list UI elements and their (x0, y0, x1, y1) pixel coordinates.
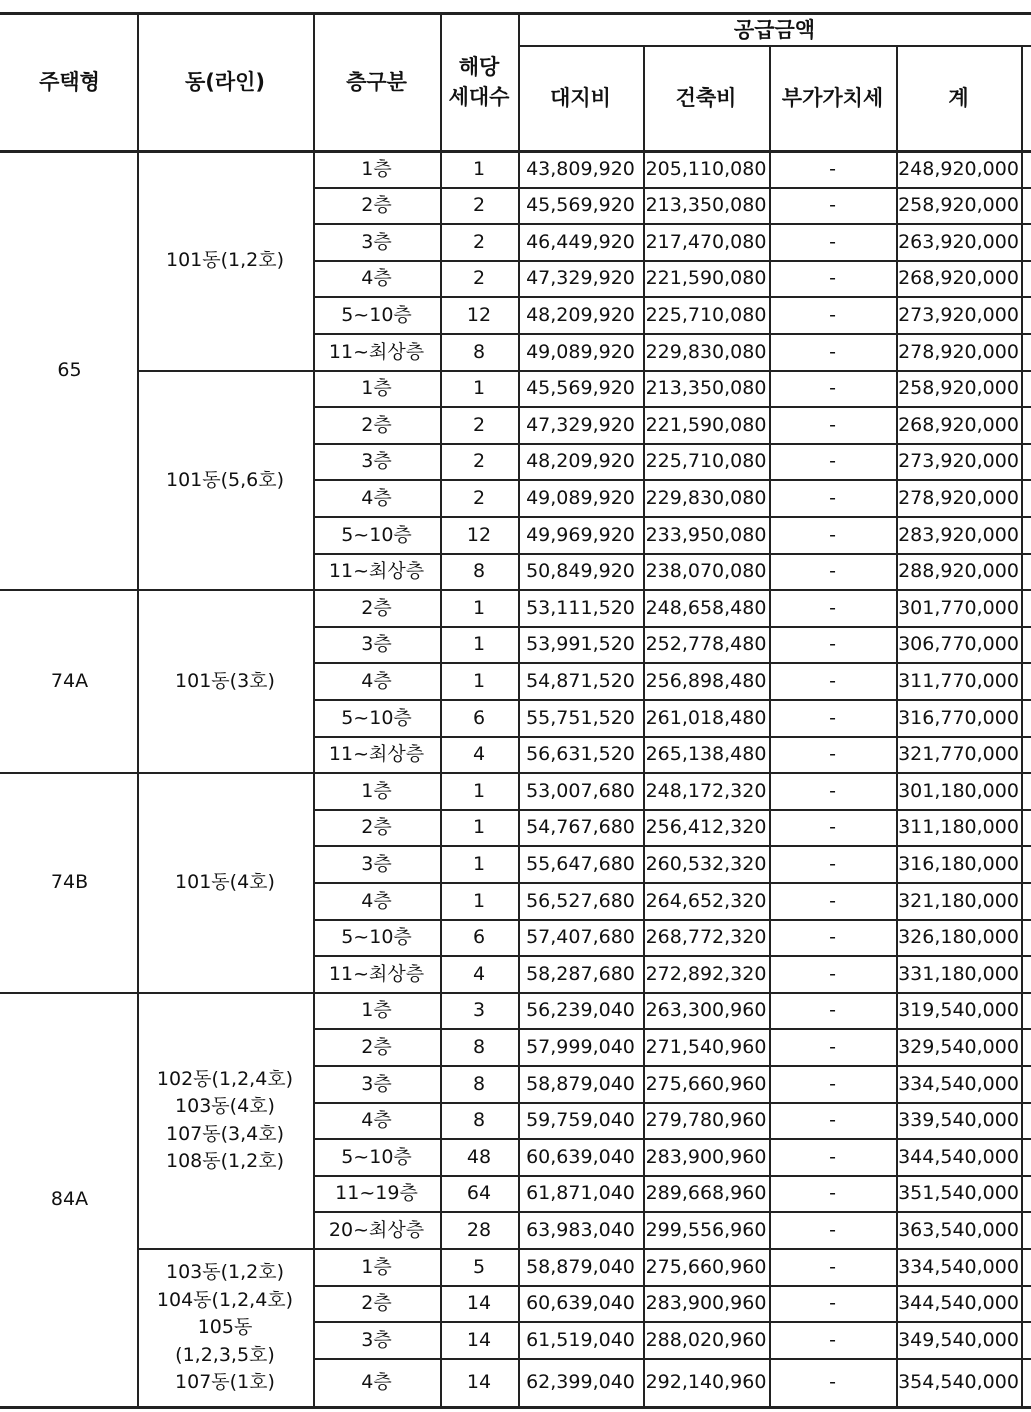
land-cost-cell: 62,399,040 (526, 1371, 635, 1394)
total-cell: 288,920,000 (898, 560, 1019, 583)
grid-line (518, 45, 1031, 47)
households-cell: 2 (472, 486, 486, 509)
floor-cell: 4층 (361, 889, 392, 912)
households-cell: 8 (472, 340, 486, 363)
land-cost-cell: 55,751,520 (526, 706, 635, 729)
grid-line (0, 992, 1031, 994)
total-cell: 258,920,000 (898, 194, 1019, 217)
total-cell: 306,770,000 (898, 633, 1019, 656)
total-cell: 273,920,000 (898, 450, 1019, 473)
total-cell: 326,180,000 (898, 926, 1019, 949)
land-cost-cell: 46,449,920 (526, 230, 635, 253)
construction-cost-cell: 233,950,080 (645, 523, 767, 546)
land-cost-cell: 58,287,680 (526, 962, 635, 985)
households-cell: 1 (472, 669, 486, 692)
total-cell: 319,540,000 (898, 999, 1019, 1022)
total-cell: 321,770,000 (898, 743, 1019, 766)
floor-cell: 20~최상층 (328, 1218, 425, 1241)
land-cost-cell: 58,879,040 (526, 1072, 635, 1095)
total-cell: 258,920,000 (898, 377, 1019, 400)
vat-cell: - (829, 1292, 836, 1315)
construction-cost-cell: 288,020,960 (645, 1328, 767, 1351)
vat-cell: - (829, 560, 836, 583)
grid-line (0, 12, 1031, 15)
construction-cost-cell: 221,590,080 (645, 267, 767, 290)
vat-cell: - (829, 486, 836, 509)
floor-cell: 3층 (361, 230, 392, 253)
land-cost-cell: 60,639,040 (526, 1145, 635, 1168)
households-cell: 6 (472, 706, 486, 729)
vat-cell: - (829, 852, 836, 875)
construction-cost-cell: 238,070,080 (645, 560, 767, 583)
land-cost-cell: 63,983,040 (526, 1218, 635, 1241)
total-cell: 301,770,000 (898, 596, 1019, 619)
vat-cell: - (829, 303, 836, 326)
floor-cell: 11~최상층 (328, 743, 425, 766)
housing-type-cell: 74A (50, 669, 89, 692)
total-cell: 354,540,000 (898, 1371, 1019, 1394)
vat-cell: - (829, 230, 836, 253)
total-cell: 329,540,000 (898, 1035, 1019, 1058)
land-cost-cell: 53,007,680 (526, 779, 635, 802)
vat-cell: - (829, 340, 836, 363)
vat-cell: - (829, 743, 836, 766)
vat-cell: - (829, 157, 836, 180)
floor-cell: 5~10층 (341, 706, 412, 729)
vat-cell: - (829, 1182, 836, 1205)
construction-cost-cell: 213,350,080 (645, 377, 767, 400)
total-cell: 278,920,000 (898, 486, 1019, 509)
vat-cell: - (829, 1035, 836, 1058)
floor-cell: 11~최상층 (328, 560, 425, 583)
households-cell: 14 (466, 1371, 492, 1394)
households-cell: 2 (472, 450, 486, 473)
construction-cost-cell: 283,900,960 (645, 1145, 767, 1168)
header-housing-type: 주택형 (39, 69, 100, 94)
floor-cell: 5~10층 (341, 1145, 412, 1168)
header-construction-cost: 건축비 (675, 85, 737, 110)
header-total: 계 (948, 85, 969, 110)
land-cost-cell: 49,089,920 (526, 486, 635, 509)
households-cell: 8 (472, 1035, 486, 1058)
floor-cell: 3층 (361, 1328, 392, 1351)
floor-cell: 4층 (361, 1371, 392, 1394)
floor-cell: 4층 (361, 1109, 392, 1132)
land-cost-cell: 53,111,520 (526, 596, 635, 619)
vat-cell: - (829, 1255, 836, 1278)
households-cell: 14 (466, 1292, 492, 1315)
header-floor-class: 층구분 (346, 69, 407, 94)
vat-cell: - (829, 1328, 836, 1351)
land-cost-cell: 59,759,040 (526, 1109, 635, 1132)
grid-line (643, 45, 645, 1407)
grid-line (0, 150, 1031, 153)
total-cell: 334,540,000 (898, 1255, 1019, 1278)
floor-cell: 11~최상층 (328, 962, 425, 985)
vat-cell: - (829, 413, 836, 436)
construction-cost-cell: 261,018,480 (645, 706, 767, 729)
vat-cell: - (829, 889, 836, 912)
vat-cell: - (829, 1145, 836, 1168)
households-cell: 1 (472, 816, 486, 839)
housing-type-cell: 74B (50, 871, 89, 894)
building-line-cell: 101동(4호) (175, 871, 275, 894)
vat-cell: - (829, 1109, 836, 1132)
households-cell: 2 (472, 267, 486, 290)
land-cost-cell: 58,879,040 (526, 1255, 635, 1278)
land-cost-cell: 56,631,520 (526, 743, 635, 766)
header-supply-amount: 공급금액 (733, 17, 816, 42)
total-cell: 339,540,000 (898, 1109, 1019, 1132)
households-cell: 2 (472, 230, 486, 253)
land-cost-cell: 54,871,520 (526, 669, 635, 692)
construction-cost-cell: 260,532,320 (645, 852, 767, 875)
land-cost-cell: 49,089,920 (526, 340, 635, 363)
total-cell: 344,540,000 (898, 1292, 1019, 1315)
construction-cost-cell: 275,660,960 (645, 1072, 767, 1095)
households-cell: 3 (472, 999, 486, 1022)
total-cell: 316,180,000 (898, 852, 1019, 875)
floor-cell: 5~10층 (341, 926, 412, 949)
floor-cell: 11~19층 (335, 1182, 418, 1205)
vat-cell: - (829, 1072, 836, 1095)
total-cell: 311,770,000 (898, 669, 1019, 692)
land-cost-cell: 61,871,040 (526, 1182, 635, 1205)
building-line-cell: 103동(1,2호) 104동(1,2,4호) 105동 (1,2,3,5호) 107동(1호) (156, 1261, 294, 1394)
total-cell: 351,540,000 (898, 1182, 1019, 1205)
construction-cost-cell: 283,900,960 (645, 1292, 767, 1315)
land-cost-cell: 47,329,920 (526, 267, 635, 290)
land-cost-cell: 56,239,040 (526, 999, 635, 1022)
construction-cost-cell: 292,140,960 (645, 1371, 767, 1394)
land-cost-cell: 50,849,920 (526, 560, 635, 583)
vat-cell: - (829, 706, 836, 729)
vat-cell: - (829, 1218, 836, 1241)
construction-cost-cell: 217,470,080 (645, 230, 767, 253)
building-line-cell: 101동(1,2호) (165, 249, 284, 272)
total-cell: 311,180,000 (898, 816, 1019, 839)
land-cost-cell: 54,767,680 (526, 816, 635, 839)
households-cell: 48 (466, 1145, 492, 1168)
households-cell: 64 (466, 1182, 492, 1205)
floor-cell: 5~10층 (341, 523, 412, 546)
grid-line (0, 1406, 1031, 1409)
land-cost-cell: 53,991,520 (526, 633, 635, 656)
total-cell: 283,920,000 (898, 523, 1019, 546)
construction-cost-cell: 252,778,480 (645, 633, 767, 656)
construction-cost-cell: 213,350,080 (645, 194, 767, 217)
households-cell: 1 (472, 852, 486, 875)
vat-cell: - (829, 523, 836, 546)
land-cost-cell: 55,647,680 (526, 852, 635, 875)
floor-cell: 3층 (361, 450, 392, 473)
households-cell: 1 (472, 889, 486, 912)
grid-line (137, 12, 139, 1407)
households-cell: 1 (472, 779, 486, 802)
total-cell: 278,920,000 (898, 340, 1019, 363)
vat-cell: - (829, 450, 836, 473)
building-line-cell: 101동(5,6호) (165, 468, 284, 491)
construction-cost-cell: 205,110,080 (645, 157, 767, 180)
total-cell: 334,540,000 (898, 1072, 1019, 1095)
land-cost-cell: 48,209,920 (526, 450, 635, 473)
floor-cell: 2층 (361, 194, 392, 217)
vat-cell: - (829, 1371, 836, 1394)
floor-cell: 2층 (361, 1292, 392, 1315)
grid-line (1021, 45, 1023, 1407)
construction-cost-cell: 268,772,320 (645, 926, 767, 949)
floor-cell: 4층 (361, 267, 392, 290)
vat-cell: - (829, 377, 836, 400)
construction-cost-cell: 225,710,080 (645, 303, 767, 326)
construction-cost-cell: 256,898,480 (645, 669, 767, 692)
floor-cell: 1층 (361, 1255, 392, 1278)
households-cell: 14 (466, 1328, 492, 1351)
households-cell: 2 (472, 194, 486, 217)
land-cost-cell: 60,639,040 (526, 1292, 635, 1315)
land-cost-cell: 45,569,920 (526, 377, 635, 400)
total-cell: 268,920,000 (898, 413, 1019, 436)
building-line-cell: 101동(3호) (175, 669, 275, 692)
floor-cell: 1층 (361, 157, 392, 180)
households-cell: 8 (472, 1109, 486, 1132)
grid-line (518, 12, 520, 1407)
construction-cost-cell: 229,830,080 (645, 340, 767, 363)
construction-cost-cell: 225,710,080 (645, 450, 767, 473)
header-land-cost: 대지비 (550, 85, 611, 110)
construction-cost-cell: 299,556,960 (645, 1218, 767, 1241)
construction-cost-cell: 275,660,960 (645, 1255, 767, 1278)
vat-cell: - (829, 926, 836, 949)
floor-cell: 5~10층 (341, 303, 412, 326)
vat-cell: - (829, 633, 836, 656)
total-cell: 331,180,000 (898, 962, 1019, 985)
vat-cell: - (829, 999, 836, 1022)
households-cell: 5 (472, 1255, 486, 1278)
header-building-line: 동(라인) (184, 69, 266, 94)
households-cell: 2 (472, 413, 486, 436)
construction-cost-cell: 263,300,960 (645, 999, 767, 1022)
households-cell: 6 (472, 926, 486, 949)
grid-line (440, 12, 442, 1407)
construction-cost-cell: 221,590,080 (645, 413, 767, 436)
households-cell: 1 (472, 377, 486, 400)
households-cell: 8 (472, 1072, 486, 1095)
vat-cell: - (829, 779, 836, 802)
households-cell: 1 (472, 633, 486, 656)
total-cell: 268,920,000 (898, 267, 1019, 290)
households-cell: 8 (472, 560, 486, 583)
total-cell: 363,540,000 (898, 1218, 1019, 1241)
floor-cell: 3층 (361, 1072, 392, 1095)
vat-cell: - (829, 962, 836, 985)
building-line-cell: 102동(1,2,4호) 103동(4호) 107동(3,4호) 108동(1,2호) (156, 1067, 294, 1173)
header-vat: 부가가치세 (781, 85, 884, 110)
floor-cell: 2층 (361, 413, 392, 436)
construction-cost-cell: 248,658,480 (645, 596, 767, 619)
households-cell: 28 (466, 1218, 492, 1241)
households-cell: 4 (472, 743, 486, 766)
households-cell: 1 (472, 157, 486, 180)
vat-cell: - (829, 267, 836, 290)
total-cell: 316,770,000 (898, 706, 1019, 729)
land-cost-cell: 45,569,920 (526, 194, 635, 217)
total-cell: 344,540,000 (898, 1145, 1019, 1168)
land-cost-cell: 43,809,920 (526, 157, 635, 180)
construction-cost-cell: 248,172,320 (645, 779, 767, 802)
land-cost-cell: 49,969,920 (526, 523, 635, 546)
grid-line (0, 772, 1031, 774)
floor-cell: 2층 (361, 816, 392, 839)
vat-cell: - (829, 194, 836, 217)
households-cell: 1 (472, 596, 486, 619)
construction-cost-cell: 289,668,960 (645, 1182, 767, 1205)
land-cost-cell: 57,407,680 (526, 926, 635, 949)
grid-line (313, 12, 315, 1407)
households-cell: 12 (466, 523, 492, 546)
grid-line (769, 45, 771, 1407)
vat-cell: - (829, 596, 836, 619)
construction-cost-cell: 272,892,320 (645, 962, 767, 985)
total-cell: 301,180,000 (898, 779, 1019, 802)
housing-type-cell: 65 (57, 358, 82, 381)
land-cost-cell: 48,209,920 (526, 303, 635, 326)
floor-cell: 1층 (361, 779, 392, 802)
construction-cost-cell: 265,138,480 (645, 743, 767, 766)
floor-cell: 3층 (361, 633, 392, 656)
construction-cost-cell: 256,412,320 (645, 816, 767, 839)
households-cell: 12 (466, 303, 492, 326)
construction-cost-cell: 264,652,320 (645, 889, 767, 912)
housing-type-cell: 84A (50, 1188, 89, 1211)
header-households: 해당 세대수 (448, 54, 510, 109)
land-cost-cell: 56,527,680 (526, 889, 635, 912)
floor-cell: 4층 (361, 669, 392, 692)
construction-cost-cell: 271,540,960 (645, 1035, 767, 1058)
floor-cell: 2층 (361, 596, 392, 619)
floor-cell: 1층 (361, 999, 392, 1022)
total-cell: 349,540,000 (898, 1328, 1019, 1351)
total-cell: 273,920,000 (898, 303, 1019, 326)
grid-line (0, 589, 1031, 591)
floor-cell: 3층 (361, 852, 392, 875)
vat-cell: - (829, 669, 836, 692)
land-cost-cell: 47,329,920 (526, 413, 635, 436)
floor-cell: 1층 (361, 377, 392, 400)
grid-line (896, 45, 898, 1407)
land-cost-cell: 61,519,040 (526, 1328, 635, 1351)
floor-cell: 4층 (361, 486, 392, 509)
total-cell: 263,920,000 (898, 230, 1019, 253)
construction-cost-cell: 279,780,960 (645, 1109, 767, 1132)
total-cell: 321,180,000 (898, 889, 1019, 912)
total-cell: 248,920,000 (898, 157, 1019, 180)
construction-cost-cell: 229,830,080 (645, 486, 767, 509)
land-cost-cell: 57,999,040 (526, 1035, 635, 1058)
households-cell: 4 (472, 962, 486, 985)
floor-cell: 11~최상층 (328, 340, 425, 363)
floor-cell: 2층 (361, 1035, 392, 1058)
vat-cell: - (829, 816, 836, 839)
